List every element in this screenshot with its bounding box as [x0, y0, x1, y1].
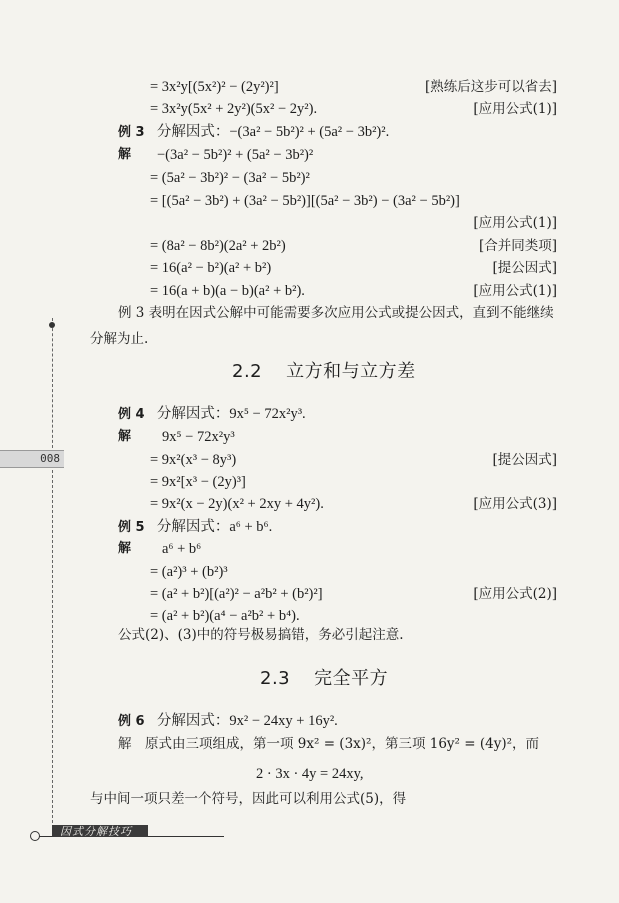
paragraph: 与中间一项只差一个符号，因此可以利用公式(5)，得	[90, 791, 407, 807]
math-line: = 16(a² − b²)(a² + b²)	[150, 260, 272, 276]
example-label: 例 3	[118, 125, 145, 140]
step-note: [提公因式]	[492, 260, 557, 276]
example-statement: 分解因式：9x⁵ − 72x²y³.	[156, 406, 306, 422]
section-heading	[260, 664, 388, 690]
solution-label: 解	[118, 429, 132, 444]
math-line: = (5a² − 3b²)² − (3a² − 5b²)²	[150, 170, 310, 186]
math-line: = 3x²y(5x² + 2y²)(5x² − 2y²).	[150, 101, 318, 117]
section-number: 2.2	[232, 361, 263, 382]
section-number: 2.3	[260, 668, 291, 689]
step-note: [熟练后这步可以省去]	[424, 79, 557, 95]
math-line: 2 · 3x · 4y = 24xy,	[256, 766, 364, 782]
step-note: [应用公式(1)]	[473, 283, 557, 299]
section-heading	[232, 357, 416, 383]
page-number: 008	[40, 452, 60, 465]
math-line: = (a² + b²)(a⁴ − a²b² + b⁴).	[150, 608, 300, 624]
math-line: a⁶ + b⁶	[162, 541, 202, 557]
solution-label: 解	[118, 541, 132, 556]
math-line: = (a²)³ + (b²)³	[150, 564, 228, 580]
example-5	[118, 518, 272, 537]
example-statement: 分解因式：9x² − 24xy + 16y².	[156, 713, 338, 729]
math-line: = (a² + b²)[(a²)² − a²b² + (b²)²]	[150, 586, 323, 602]
math-line: 9x⁵ − 72x²y³	[162, 429, 235, 445]
page-number-tab	[0, 450, 64, 468]
math-line: = 9x²[x³ − (2y)³]	[150, 474, 246, 490]
math-line: = (8a² − 8b²)(2a² + 2b²)	[150, 238, 286, 254]
step-note: [应用公式(3)]	[473, 496, 557, 512]
margin-dashed-line	[52, 318, 53, 448]
paragraph: 解 原式由三项组成，第一项 9x² = (3x)²，第三项 16y² = (4y)²，而	[118, 736, 540, 752]
example-6	[118, 712, 338, 731]
example-4	[118, 405, 306, 424]
section-title: 完全平方	[314, 668, 389, 689]
math-line: = 9x²(x − 2y)(x² + 2xy + 4y²).	[150, 496, 324, 512]
margin-dashed-line	[52, 470, 53, 828]
paragraph: 公式(2)、(3)中的符号极易搞错，务必引起注意.	[118, 627, 404, 643]
example-statement: 分解因式：−(3a² − 5b²)² + (5a² − 3b²)².	[156, 124, 390, 140]
example-statement: 分解因式：a⁶ + b⁶.	[156, 519, 273, 535]
section-title: 立方和与立方差	[286, 361, 416, 382]
math-line: = 16(a + b)(a − b)(a² + b²).	[150, 283, 305, 299]
example-label: 例 5	[118, 520, 145, 535]
step-note: [应用公式(2)]	[473, 586, 557, 602]
solution-label: 解	[118, 147, 132, 162]
math-line: −(3a² − 5b²)² + (5a² − 3b²)²	[157, 147, 314, 163]
example-label: 例 4	[118, 407, 145, 422]
step-note: [应用公式(1)]	[473, 215, 557, 231]
math-line: = [(5a² − 3b²) + (3a² − 5b²)][(5a² − 3b²) − (3a² − 5b²)]	[150, 193, 460, 209]
footer-title: 因式分解技巧	[60, 825, 132, 838]
example-label: 例 6	[118, 714, 145, 729]
step-note: [应用公式(1)]	[473, 101, 557, 117]
example-3	[118, 123, 389, 142]
step-note: [合并同类项]	[478, 238, 557, 254]
footer-bar	[52, 825, 148, 837]
math-line: = 9x²(x³ − 8y³)	[150, 452, 237, 468]
footer-circle	[30, 831, 40, 841]
margin-dot	[49, 322, 55, 328]
math-line: = 3x²y[(5x²)² − (2y²)²]	[150, 79, 279, 95]
step-note: [提公因式]	[492, 452, 557, 468]
paragraph: 例 3 表明在因式公解中可能需要多次应用公式或提公因式，直到不能继续分解为止.	[90, 305, 554, 347]
